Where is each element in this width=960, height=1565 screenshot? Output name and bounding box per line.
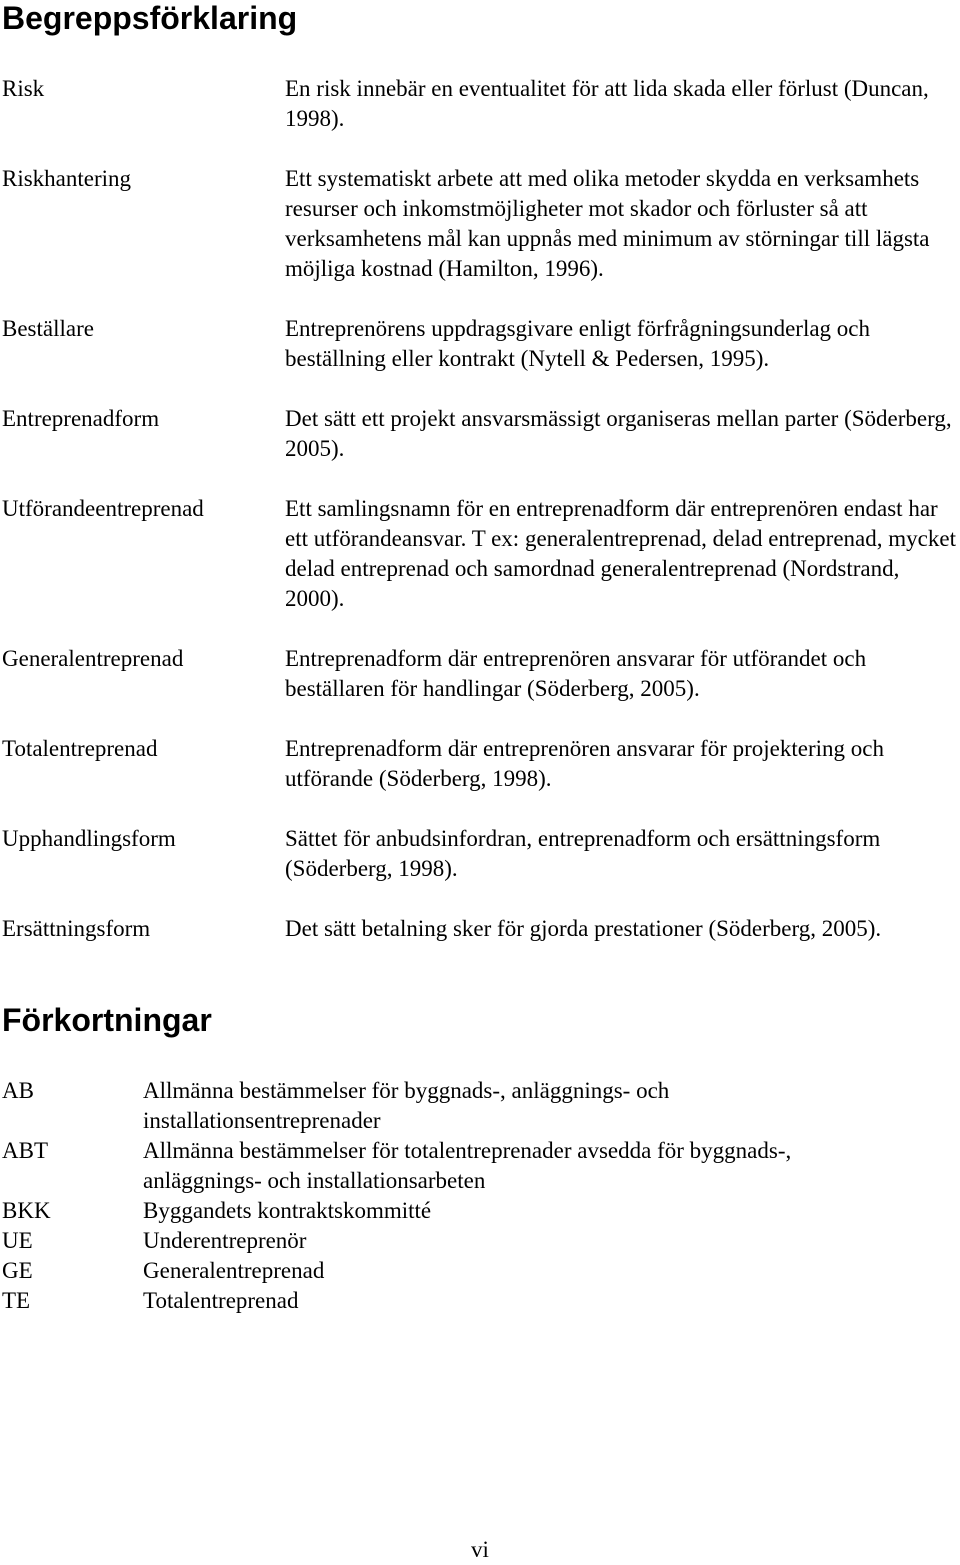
definition-term: Beställare [2,316,94,341]
definition-text: Det sätt ett projekt ansvarsmässigt organiseras mellan parter (Söderberg, 2005). [285,406,952,461]
definition-term: Ersättningsform [2,916,151,941]
definition-term: Utförandeentreprenad [2,496,204,521]
abbreviation-code: BKK [2,1198,51,1223]
definition-term: Totalentreprenad [2,736,158,761]
definition-term: Entreprenadform [2,406,160,431]
definitions-heading: Begreppsförklaring [2,0,298,36]
abbreviation-expansion: Allmänna bestämmelser för byggnads-, anläggnings- och installationsentreprenader [143,1078,670,1133]
abbreviation-code: GE [2,1258,33,1283]
definition-text: En risk innebär en eventualitet för att lida skada eller förlust (Duncan, 1998). [285,76,929,131]
definition-text: Entreprenörens uppdragsgivare enligt förfrågningsunderlag och beställning eller kontrakt (Nytell & Pedersen, 1995). [285,316,871,371]
abbreviation-expansion: Underentreprenör [143,1228,307,1253]
definition-term: Riskhantering [2,166,132,191]
abbreviation-code: TE [2,1288,31,1313]
abbreviation-expansion: Totalentreprenad [143,1288,299,1313]
page-number: vi [471,1537,489,1562]
definition-term: Risk [2,76,45,101]
abbreviation-expansion: Byggandets kontraktskommitté [143,1198,432,1223]
abbreviation-code: ABT [2,1138,48,1163]
abbreviation-code: UE [2,1228,33,1253]
definition-text: Ett samlingsnamn för en entreprenadform där entreprenören endast har ett utförandeansvar. T ex: generalentreprenad, delad entreprenad, mycket delad entreprenad och samordnad generalentreprenad (Nordstrand, 2000). [285,496,956,611]
definition-term: Upphandlingsform [2,826,176,851]
definition-text: Entreprenadform där entreprenören ansvarar för utförandet och beställaren för handlingar (Söderberg, 2005). [285,646,867,701]
definition-text: Det sätt betalning sker för gjorda prestationer (Söderberg, 2005). [285,916,882,941]
abbreviation-expansion: Allmänna bestämmelser för totalentreprenader avsedda för byggnads-, anläggnings- och installationsarbeten [143,1138,792,1193]
definition-text: Sättet för anbudsinfordran, entreprenadform och ersättningsform (Söderberg, 1998). [285,826,881,881]
definition-term: Generalentreprenad [2,646,184,671]
definition-text: Entreprenadform där entreprenören ansvarar för projektering och utförande (Söderberg, 1998). [285,736,884,791]
abbreviation-expansion: Generalentreprenad [143,1258,325,1283]
definition-text: Ett systematiskt arbete att med olika metoder skydda en verksamhets resurser och inkomstmöjligheter mot skador och förluster så att verksamhetens mål kan uppnås med minimum av störningar till lägsta möjliga kostnad (Hamilton, 1996). [285,166,930,281]
abbreviations-heading: Förkortningar [2,1002,212,1038]
abbreviation-code: AB [2,1078,34,1103]
